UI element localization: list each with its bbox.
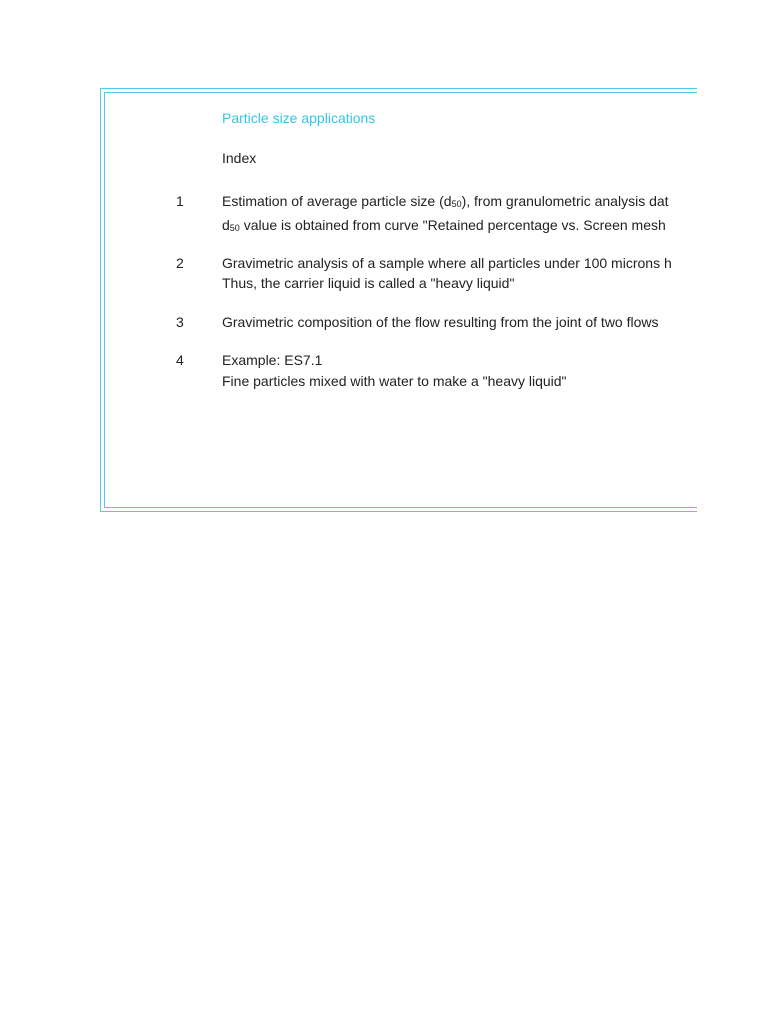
item-2-line-2: Thus, the carrier liquid is called a "heavy liquid"	[222, 275, 515, 291]
item-3-line-1[interactable]: Gravimetric composition of the flow resulting from the joint of two flows	[222, 314, 659, 330]
page-title: Particle size applications	[222, 110, 376, 126]
item-2-line-1[interactable]: Gravimetric analysis of a sample where all particles under 100 microns h	[222, 255, 672, 271]
item-1-line-1-subscript: 50	[451, 199, 462, 209]
item-1-line-2-subscript: 50	[229, 223, 240, 233]
content-frame-inner-border	[104, 92, 697, 508]
item-4-line-2: Fine particles mixed with water to make a "heavy liquid"	[222, 373, 567, 389]
item-4-line-1[interactable]: Example: ES7.1	[222, 352, 323, 368]
item-1-line-2-text-a: d	[222, 217, 230, 233]
item-number-3: 3	[176, 314, 184, 330]
item-number-4: 4	[176, 352, 184, 368]
item-1-line-2-text-b: value is obtained from curve "Retained percentage vs. Screen mesh	[239, 217, 666, 233]
index-heading: Index	[222, 150, 257, 166]
item-1-line-1-text-b: ), from granulometric analysis dat	[461, 193, 669, 209]
item-1-line-1[interactable]	[222, 193, 669, 209]
item-number-1: 1	[176, 193, 184, 209]
content-frame	[100, 88, 697, 512]
item-1-line-2	[222, 217, 666, 233]
item-number-2: 2	[176, 255, 184, 271]
item-1-line-1-text-a: Estimation of average particle size (d	[222, 193, 452, 209]
